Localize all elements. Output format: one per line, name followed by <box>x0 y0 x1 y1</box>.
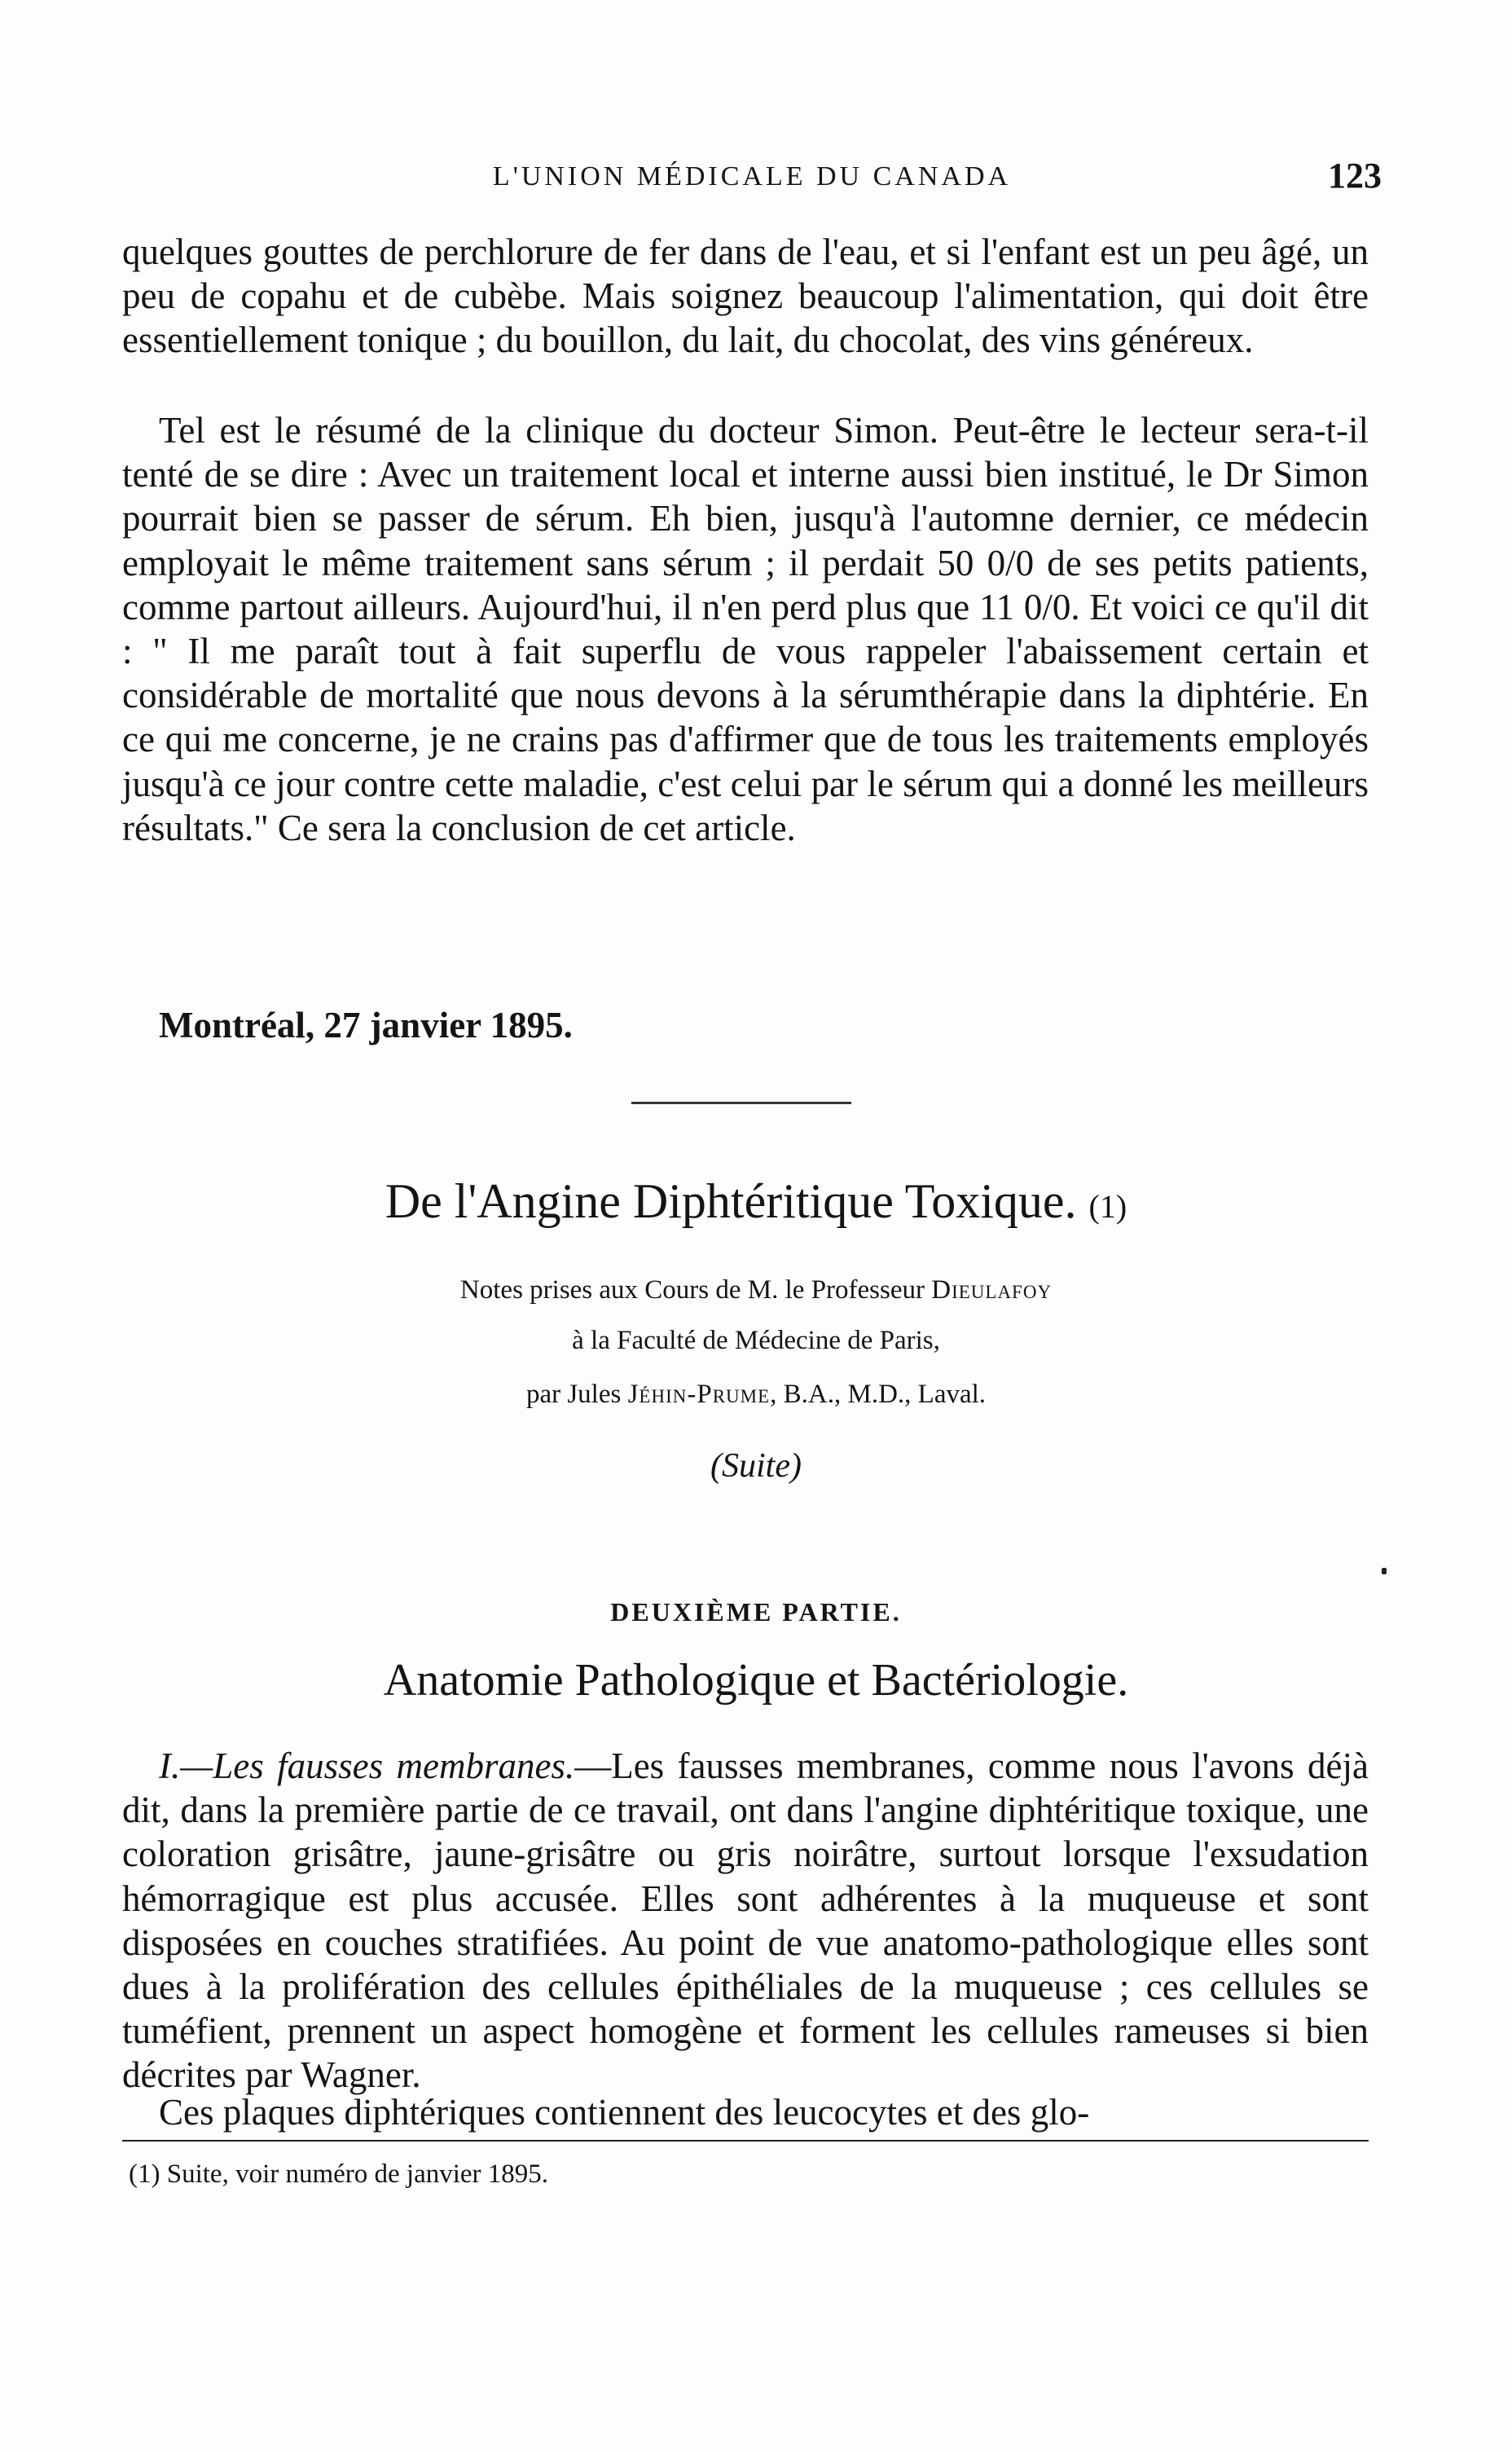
journal-title: L'UNION MÉDICALE DU CANADA <box>492 161 1012 191</box>
paragraph-text: Tel est le résumé de la clinique du docteur Simon. Peut-être le lecteur sera-t-il tenté de se dire : Avec un traitement local et interne aussi bien institué, le Dr Simon pourrait bien se passer de sérum. Eh bien, jusqu'à l'automne dernier, ce médecin employait le même traitement sans sérum ; il perdait 50 0/0 de ses petits patients, comme partout ailleurs. Aujourd'hui, il n'en perd plus que 11 0/0. Et voici ce qu'il dit : " Il me paraît tout à fait superflu de vous rappeler l'abaissement certain et considérable de mortalité que nous devons à la sérumthérapie dans la diphtérie. En ce qui me concerne, je ne crains pas d'affirmer que de tous les traitements employés jusqu'à ce jour contre cette maladie, c'est celui par le sérum qui a donné les meilleurs résultats." Ce sera la conclusion de cet article. <box>122 410 1369 848</box>
article-title-text: De l'Angine Diphtéritique Toxique. <box>385 1174 1077 1228</box>
paragraph-text: Ces plaques diphtériques contiennent des leucocytes et des glo- <box>159 2092 1090 2133</box>
dateline: Montréal, 27 janvier 1895. <box>159 1005 573 1046</box>
paragraph-false-membranes <box>122 1744 1369 2098</box>
article-separator <box>631 1102 851 1104</box>
article-title <box>0 1173 1512 1230</box>
subsection-lead: I.—Les fausses membranes. <box>159 1745 575 1786</box>
footnote-rule <box>122 2140 1369 2142</box>
byline-line-2: à la Faculté de Médecine de Paris, <box>572 1326 940 1355</box>
title-footnote-marker: (1) <box>1088 1188 1127 1225</box>
continued-label: (Suite) <box>710 1447 802 1485</box>
paragraph-diphtheric-plaques <box>122 2090 1369 2134</box>
page-number: 123 <box>1328 156 1382 196</box>
section-label: DEUXIÈME PARTIE. <box>610 1597 902 1627</box>
section-title: Anatomie Pathologique et Bactériologie. <box>383 1655 1129 1706</box>
footnote: (1) Suite, voir numéro de janvier 1895. <box>129 2159 549 2189</box>
paragraph-text <box>122 1744 1369 2098</box>
professor-name: Dieulafoy <box>931 1275 1053 1305</box>
author-name: Jéhin-Prume <box>627 1380 771 1409</box>
author-credentials: , B.A., M.D., Laval. <box>770 1380 987 1409</box>
paragraph-body: —Les fausses membranes, comme nous l'avons déjà dit, dans la première partie de ce travail, ont dans l'angine diphtéritique toxique, une coloration grisâtre, jaune-grisâtre ou gris noirâtre, surtout lorsque l'exsudation hémorragique est plus accusée. Elles sont adhérentes à la muqueuse et sont disposées en couches stratifiées. Au point de vue anatomo-pathologique elles sont dues à la prolifération des cellules épithéliales de la muqueuse ; ces cellules se tuméfient, prennent un aspect homogène et forment les cellules rameuses si bien décrites par Wagner. <box>122 1745 1369 2096</box>
paragraph-previous-article-2 <box>122 408 1369 850</box>
byline-prefix: par Jules <box>525 1380 622 1409</box>
byline-prefix: Notes prises aux Cours de M. le Professeur <box>459 1275 925 1305</box>
print-speck <box>1382 1568 1387 1574</box>
paragraph-text: quelques gouttes de perchlorure de fer dans de l'eau, et si l'enfant est un peu âgé, un peu de copahu et de cubèbe. Mais soignez beaucoup l'alimentation, qui doit être essentiellement tonique ; du bouillon, du lait, du chocolat, des vins généreux. <box>122 231 1369 361</box>
byline-line-1 <box>0 1275 1512 1305</box>
running-head <box>122 155 1382 204</box>
byline-line-3 <box>0 1380 1512 1410</box>
paragraph-previous-article-1 <box>122 230 1369 363</box>
